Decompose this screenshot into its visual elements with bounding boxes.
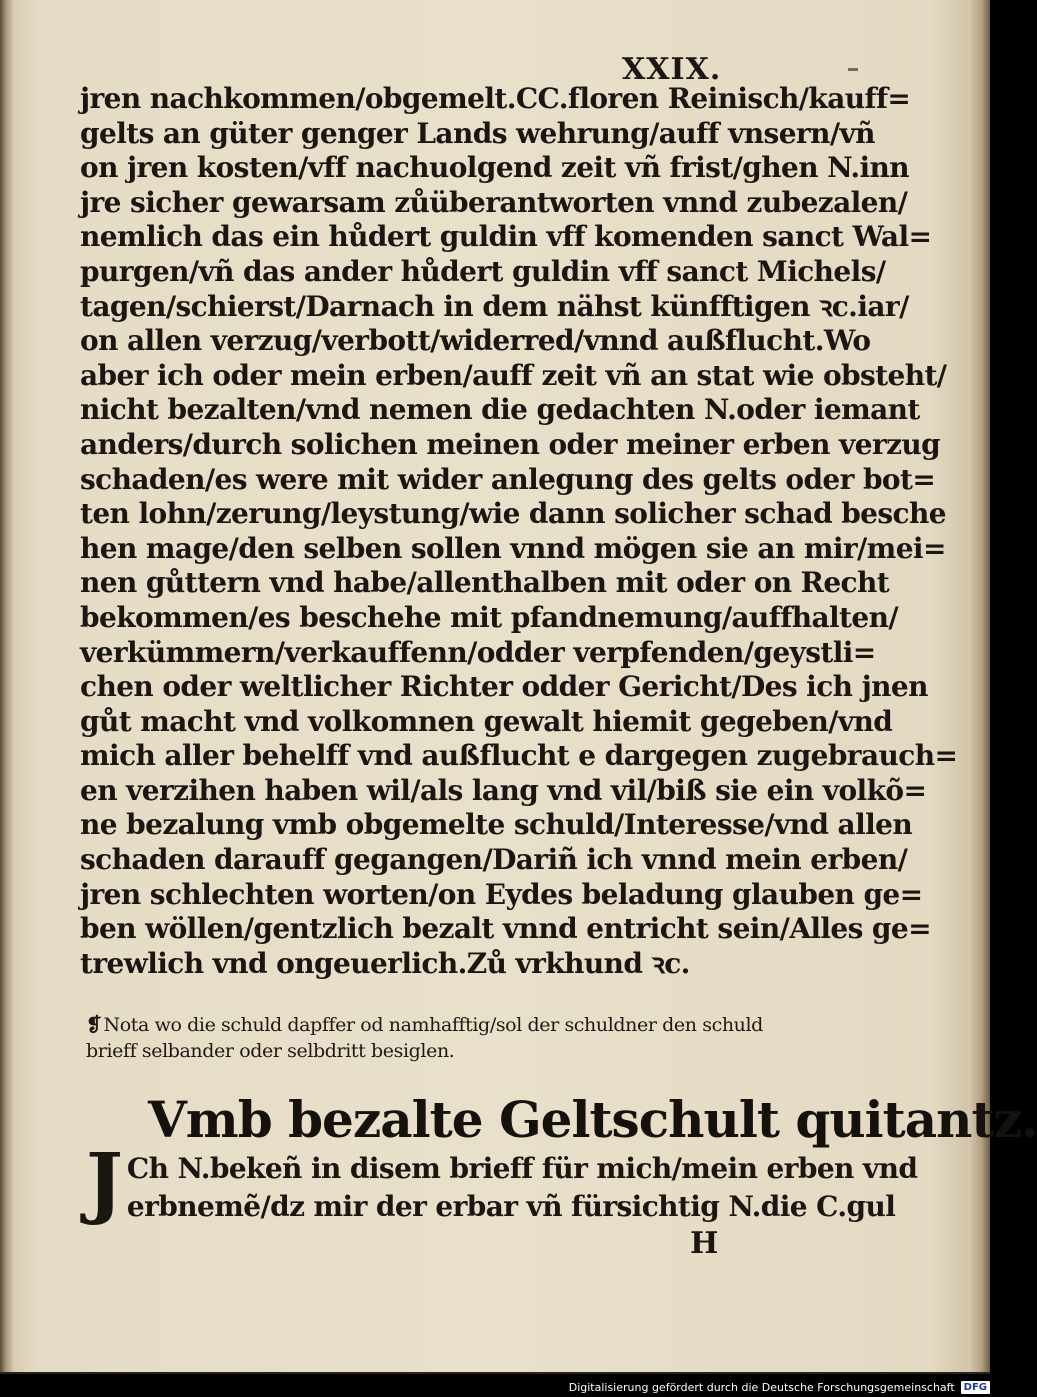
text-line: nicht bezalten/vnd nemen die gedachten N.oder iemant xyxy=(80,393,920,427)
text-line: jren schlechten worten/on Eydes beladung glauben ge= xyxy=(80,877,923,911)
text-line: chen oder weltlicher Richter odder Gericht/Des ich jnen xyxy=(80,670,928,704)
text-line: ten lohn/zerung/leystung/wie dann solicher schad besche xyxy=(80,497,946,531)
text-line: gelts an güter genger Lands wehrung/auff vnsern/vñ xyxy=(80,116,875,150)
section-line-1: Ch N.bekeñ in disem brieff für mich/mein erben vnd xyxy=(126,1152,918,1185)
text-line: on jren kosten/vff nachuolgend zeit vñ frist/ghen N.inn xyxy=(80,151,910,185)
text-line: verkümmern/verkauffenn/odder verpfenden/geystli= xyxy=(80,635,876,669)
text-line: on allen verzug/verbott/widerred/vnnd außflucht.Wo xyxy=(80,324,871,358)
folio-number: XXIX. xyxy=(622,52,722,87)
pilcrow-icon: ❡ xyxy=(86,1014,102,1036)
text-line: ne bezalung vmb obgemelte schuld/Interesse/vnd allen xyxy=(80,808,913,842)
note-line-2: brieff selbander oder selbdritt besiglen. xyxy=(86,1040,455,1062)
text-line: mich aller behelff vnd außflucht e dargegen zugebrauch= xyxy=(80,739,958,773)
text-line: aber ich oder mein erben/auff zeit vñ an stat wie obsteht/ xyxy=(80,358,947,392)
text-line: en verzihen haben wil/als lang vnd vil/biß sie ein volkõ= xyxy=(80,773,927,807)
text-line: jre sicher gewarsam zůüberantworten vnnd zubezalen/ xyxy=(80,185,908,219)
section-heading: Vmb bezalte Geltschult quitantz. xyxy=(148,1090,1037,1149)
dfg-logo-icon: DFG xyxy=(961,1381,990,1394)
text-line: ben wöllen/gentzlich bezalt vnnd entricht sein/Alles ge= xyxy=(80,912,931,946)
text-line: bekommen/es beschehe mit pfandnemung/auffhalten/ xyxy=(80,600,898,634)
text-line: purgen/vñ das ander hůdert guldin vff sanct Michels/ xyxy=(80,254,886,288)
text-line: jren nachkommen/obgemelt.CC.floren Reinisch/kauff= xyxy=(80,82,911,115)
folio-mark xyxy=(848,68,858,71)
note-line-1: ❡ Nota wo die schuld dapffer od namhafftig/sol der schuldner den schuld xyxy=(86,1014,763,1036)
section-line-2: erbnemẽ/dz mir der erbar vñ fürsichtig N.die C.gul xyxy=(126,1190,896,1223)
text-line: schaden darauff gegangen/Dariñ ich vnnd mein erben/ xyxy=(80,843,908,877)
initial-letter: J xyxy=(86,1137,123,1228)
text-line: anders/durch solichen meinen oder meiner erben verzug xyxy=(80,427,941,461)
nota-note xyxy=(86,1012,866,1064)
text-line: nemlich das ein hůdert guldin vff komenden sanct Wal= xyxy=(80,220,932,254)
footer-credit xyxy=(569,1379,990,1395)
text-line: schaden/es were mit wider anlegung des gelts oder bot= xyxy=(80,462,936,496)
page-edge xyxy=(968,0,990,1372)
text-line: hen mage/den selben sollen vnnd mögen sie an mir/mei= xyxy=(80,531,946,565)
body-text xyxy=(80,82,958,981)
text-line: nen gůttern vnd habe/allenthalben mit oder on Recht xyxy=(80,566,890,600)
text-line: tagen/schierst/Darnach in dem nähst künfftigen ꝛc.iar/ xyxy=(80,289,909,323)
footer-text: Digitalisierung gefördert durch die Deutsche Forschungsgemeinschaft xyxy=(568,1380,955,1394)
text-line: gůt macht vnd volkomnen gewalt hiemit gegeben/vnd xyxy=(80,704,893,738)
catchword: H xyxy=(690,1226,719,1261)
section-text xyxy=(86,1137,918,1228)
text-line: trewlich vnd ongeuerlich.Zů vrkhund ꝛc. xyxy=(80,946,690,980)
